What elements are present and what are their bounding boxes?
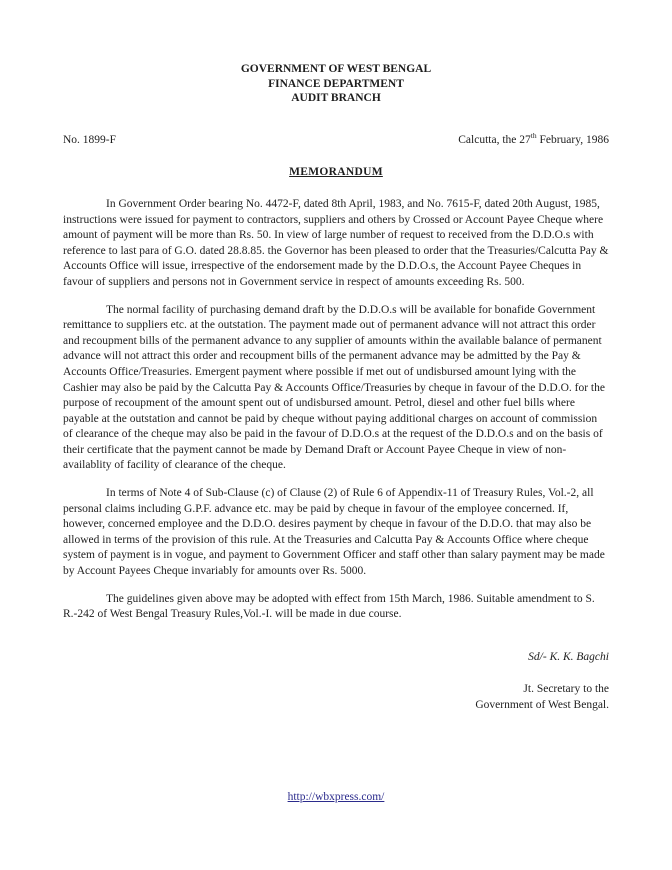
page-footer xyxy=(0,790,672,806)
reference-number: No. 1899-F xyxy=(63,133,117,146)
memo-body xyxy=(63,197,609,623)
paragraph-3: In terms of Note 4 of Sub-Clause (c) of Clause (2) of Rule 6 of Appendix-11 of Treasury Rules, Vol.-2, all personal claims including G.P.F. advance etc. may be paid by cheque in favour of the employee concerned. If, however, concerned employee and the D.D.O. desires payment by cheque in favour of the D.D.O. that may also be allowed in terms of the provision of this rule. At the Treasuries and Calcutta Pay & Accounts Office where cheque system of payment is in vogue, and payment to Government Officer and staff other than salary payment may be made by Account Payees Cheque invariably for amounts over Rs. 5000. xyxy=(63,487,605,578)
memo-title: MEMORANDUM xyxy=(289,166,383,179)
memo-title-wrap xyxy=(63,165,609,181)
dateline-prefix: Calcutta, the 27 xyxy=(458,133,531,146)
paragraph-4: The guidelines given above may be adopted with effect from 15th March, 1986. Suitable amendment to S. R.-242 of West Bengal Treasury Rules,Vol.-I. will be made in due course. xyxy=(63,592,595,621)
letterhead xyxy=(63,62,609,106)
letterhead-government: GOVERNMENT OF WEST BENGAL xyxy=(240,63,432,75)
paragraph-1: In Government Order bearing No. 4472-F, dated 8th April, 1983, and No. 7615-F, dated 20th August, 1985, instructions were issued for payment to contractors, suppliers and others by Crossed or Account Payee Cheque where amount of payment will be more than Rs. 50. In view of large number of request to received from the D.D.O.s with reference to last para of G.O. dated 28.8.85. the Governor has been pleased to order that the Treasuries/Calcutta Pay & Accounts Office will issue, irrespective of the endorsement made by the D.D.O.s, the Account Payee Cheques in favour of suppliers and persons not in Government service in respect of amounts exceeding Rs. 500. xyxy=(63,197,609,288)
signatory-title-line2: Government of West Bengal. xyxy=(475,699,609,711)
letterhead-department: FINANCE DEPARTMENT xyxy=(268,77,404,90)
signatory-title xyxy=(63,682,609,713)
reference-row xyxy=(63,130,609,149)
dateline-ordinal-superscript: th xyxy=(530,130,537,140)
letterhead-branch: AUDIT BRANCH xyxy=(291,92,381,105)
signature-block xyxy=(63,650,609,666)
signature-name: Sd/- K. K. Bagchi xyxy=(528,650,609,663)
dateline xyxy=(458,130,609,149)
paragraph-2: The normal facility of purchasing demand draft by the D.D.O.s will be available for bonafide Government remittance to suppliers etc. at the outstation. The payment made out of permanent advance will not attract this order and recoupment bills of the permanent advance to any supplier of amounts within the available balance of permanent advance will not attract this order and recoupment bills of the permanent advance may be admitted by the Pay & Accounts Office/Treasuries. Emergent payment where possible if met out of undisbursed amount lying with the Cashier may also be paid by the Calcutta Pay & Accounts Office/Treasuries by cheque in favour of the D.D.O. for the purpose of recoupment of the amount spent out of undisbursed amount. Petrol, diesel and other fuel bills where payable at the outstation and cannot be paid by cheque without paying additional charges on account of commission of clearance of the cheque may also be paid in the favour of D.D.O.s at the request of the D.D.O.s and on the basis of their certificate that the payment cannot be made by Demand Draft or Account Payee Cheque in view of non-availablity of facility of clearance of the cheque. xyxy=(63,303,605,472)
footer-link[interactable]: http://wbxpress.com/ xyxy=(287,791,385,803)
dateline-suffix: February, 1986 xyxy=(536,133,609,146)
signatory-title-line1: Jt. Secretary to the xyxy=(523,683,609,696)
